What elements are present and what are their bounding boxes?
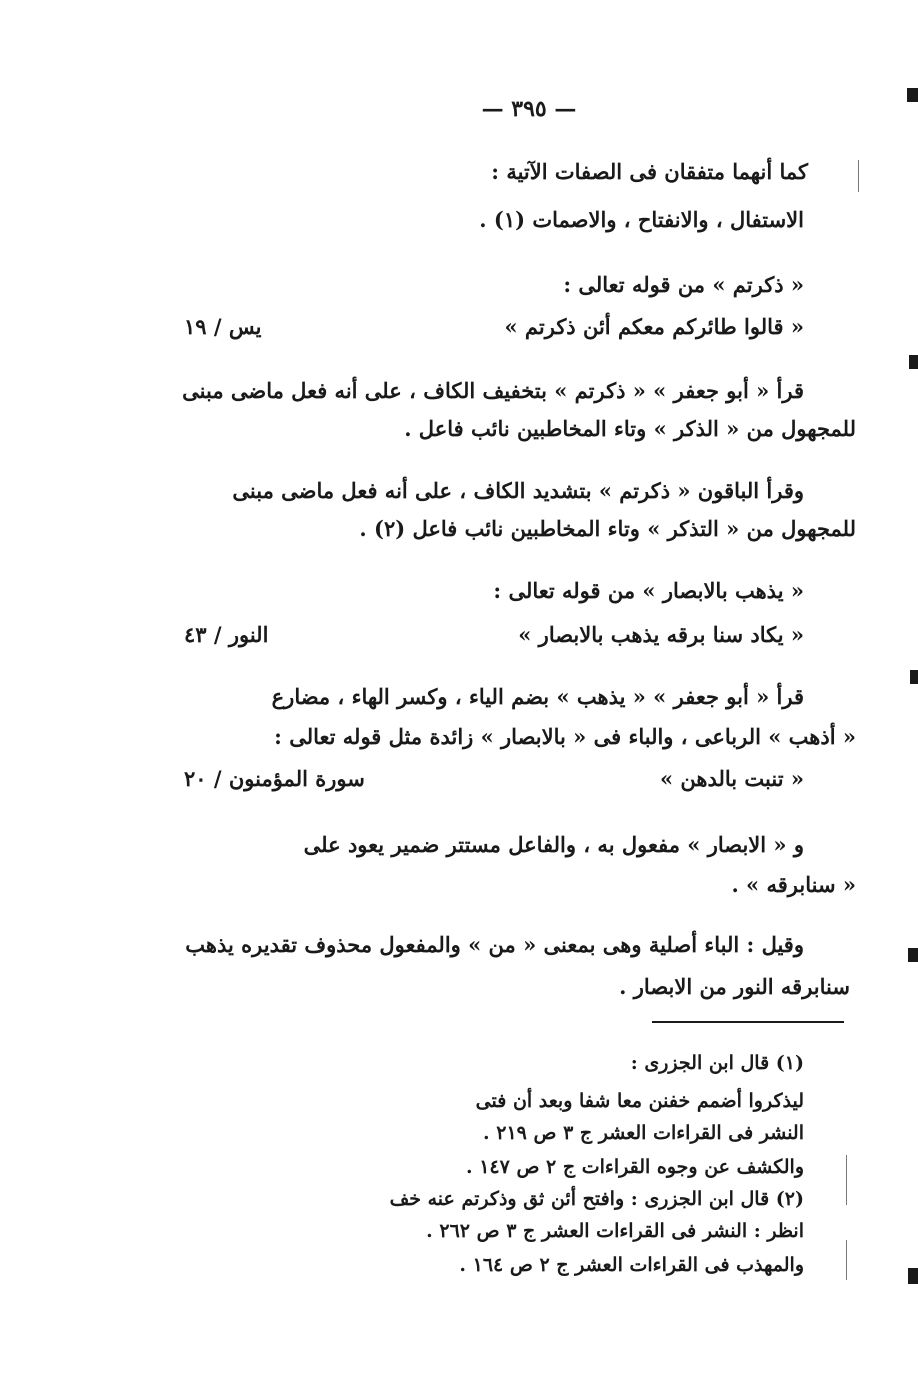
footnote-line-7: والمهذب فى القراءات العشر ج ٢ ص ١٦٤ . <box>459 1254 804 1276</box>
footnote-line-1: (١) قال ابن الجزرى : <box>630 1052 804 1074</box>
section1-p1-line2: للمجهول من « الذكر » وتاء المخاطبين نائب فاعل . <box>404 416 856 441</box>
section2-p1-line2: « أذهب » الرباعى ، والباء فى « بالابصار » زائدة مثل قوله تعالى : <box>274 724 856 749</box>
footnote-line-5: (٢) قال ابن الجزرى : وافتح أئن ثق وذكرتم عنه خف <box>389 1188 804 1210</box>
section2-verse-ref: النور / ٤٣ <box>184 622 269 647</box>
section2-heading: « يذهب بالابصار » من قوله تعالى : <box>493 578 804 603</box>
section2-p1-line1: قرأ « أبو جعفر » « يذهب » بضم الياء ، وكسر الهاء ، مضارع <box>271 684 804 709</box>
footnote-line-3: النشر فى القراءات العشر ج ٣ ص ٢١٩ . <box>483 1122 804 1144</box>
scan-mark <box>908 1268 918 1284</box>
page-number: — ٣٩٥ — <box>481 96 577 122</box>
section2-verse2: « تنبت بالدهن » <box>659 766 804 791</box>
section1-verse-ref: يس / ١٩ <box>184 314 262 339</box>
section2-p2-line1: و « الابصار » مفعول به ، والفاعل مستتر ضمير يعود على <box>303 832 804 857</box>
footnote-separator <box>652 1021 844 1023</box>
section1-heading: « ذكرتم » من قوله تعالى : <box>563 272 804 297</box>
footnote-line-6: انظر : النشر فى القراءات العشر ج ٣ ص ٢٦٢ . <box>426 1220 804 1242</box>
section1-p2-line1: وقرأ الباقون « ذكرتم » بتشديد الكاف ، على أنه فعل ماضى مبنى <box>232 478 804 503</box>
intro-line-2: الاستفال ، والانفتاح ، والاصمات (١) . <box>479 207 804 232</box>
section2-verse2-ref: سورة المؤمنون / ٢٠ <box>184 766 365 791</box>
footnote-line-4: والكشف عن وجوه القراءات ج ٢ ص ١٤٧ . <box>465 1156 804 1178</box>
scan-mark <box>908 948 918 962</box>
margin-tick <box>846 1155 847 1205</box>
scan-mark <box>910 670 918 684</box>
margin-tick <box>846 1240 847 1280</box>
section1-p1-line1: قرأ « أبو جعفر » « ذكرتم » بتخفيف الكاف ، على أنه فعل ماضى مبنى <box>182 378 804 403</box>
scan-mark <box>907 88 918 102</box>
footnote-line-2: ليذكروا أضمم خفنن معا شفا وبعد أن فتى <box>475 1090 804 1112</box>
section2-verse: « يكاد سنا برقه يذهب بالابصار » <box>518 622 804 647</box>
section2-p2-line2: « سنابرقه » . <box>731 872 856 897</box>
margin-tick <box>858 160 859 192</box>
scan-mark <box>909 355 918 369</box>
section1-p2-line2: للمجهول من « التذكر » وتاء المخاطبين نائب فاعل (٢) . <box>359 516 856 541</box>
section2-p3-line1: وقيل : الباء أصلية وهى بمعنى « من » والمفعول محذوف تقديره يذهب <box>185 932 804 957</box>
section1-verse: « قالوا طائركم معكم أئن ذكرتم » <box>504 314 804 339</box>
intro-line-1: كما أنهما متفقان فى الصفات الآتية : <box>491 159 808 184</box>
section2-p3-line2: سنابرقه النور من الابصار . <box>619 974 850 999</box>
